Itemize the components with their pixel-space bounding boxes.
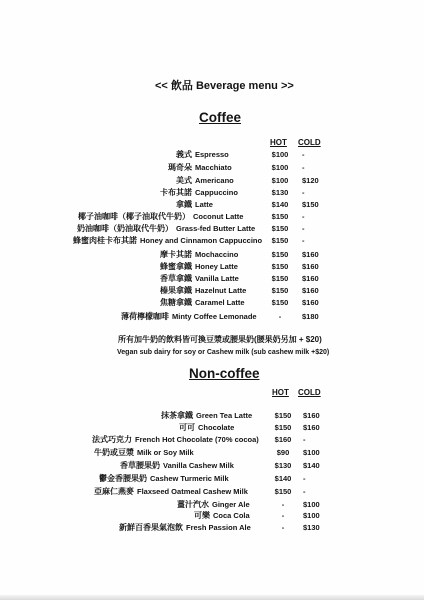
price-cold: $160 <box>302 286 319 295</box>
price-cold: - <box>303 487 306 496</box>
item-name-zh: 奶油咖啡（奶油取代牛奶） <box>77 224 173 233</box>
price-hot: $150 <box>271 298 289 307</box>
price-cold: $150 <box>302 200 319 209</box>
price-cold: $130 <box>303 523 320 532</box>
item-name-en: Coconut Latte <box>193 212 244 221</box>
coffee-item-honey-latte <box>0 262 424 272</box>
coffee-item-hazelnut-latte <box>0 286 424 296</box>
item-name-en: Vanilla Latte <box>195 274 239 283</box>
price-hot: $100 <box>271 163 289 172</box>
item-name-en: Hazelnut Latte <box>195 286 247 295</box>
price-cold: - <box>303 435 306 444</box>
price-hot: $150 <box>271 236 289 245</box>
item-name-zh: 新鮮百香果氣泡飲 <box>119 523 183 532</box>
item-name-zh: 可可 <box>179 423 195 432</box>
item-name-zh: 蜂蜜肉桂卡布其諾 <box>73 236 137 245</box>
non-coffee-item-milk-or-soy-milk <box>0 448 424 458</box>
price-cold: $120 <box>302 176 319 185</box>
item-name-en: Minty Coffee Lemonade <box>172 312 257 321</box>
coffee-item-latte <box>0 200 424 210</box>
price-cold: $160 <box>302 274 319 283</box>
price-cold: - <box>302 224 305 233</box>
price-cold: $100 <box>303 511 320 520</box>
price-cold: - <box>302 150 305 159</box>
coffee-item-honey-cinnamon-cappuccino <box>0 236 424 246</box>
non-coffee-hot-header: HOT <box>272 388 289 397</box>
item-name-zh: 香草拿鐵 <box>160 274 192 283</box>
price-cold: $180 <box>302 312 319 321</box>
item-name-zh: 瑪奇朵 <box>168 163 192 172</box>
price-hot: $150 <box>271 212 289 221</box>
item-name-en: Coca Cola <box>213 511 250 520</box>
price-cold: $160 <box>303 411 320 420</box>
item-name-en: Green Tea Latte <box>196 411 253 420</box>
price-cold: - <box>302 212 305 221</box>
price-cold: $160 <box>303 423 320 432</box>
price-hot: $150 <box>271 224 289 233</box>
price-hot: $130 <box>274 461 292 470</box>
coffee-item-macchiato <box>0 163 424 173</box>
price-cold: $100 <box>303 500 320 509</box>
coffee-item-butter-latte <box>0 224 424 234</box>
price-cold: - <box>302 236 305 245</box>
item-name-en: French Hot Chocolate (70% cocoa) <box>135 435 259 444</box>
price-hot: $90 <box>276 448 290 457</box>
price-cold: $100 <box>303 448 320 457</box>
price-hot: $140 <box>274 474 292 483</box>
item-name-zh: 義式 <box>176 150 192 159</box>
item-name-zh: 拿鐵 <box>176 200 192 209</box>
scan-edge-shadow <box>0 595 424 600</box>
item-name-en: Milk or Soy Milk <box>137 448 194 457</box>
item-name-en: Caramel Latte <box>195 298 245 307</box>
non-coffee-item-ginger-ale <box>0 500 424 510</box>
non-coffee-item-flaxseed-oatmeal-cashew-milk <box>0 487 424 497</box>
price-hot: $140 <box>271 200 289 209</box>
price-hot: $150 <box>271 262 289 271</box>
item-name-zh: 鬱金香腰果奶 <box>99 474 147 483</box>
price-hot: - <box>278 312 282 321</box>
price-cold: - <box>303 474 306 483</box>
price-hot: $160 <box>274 435 292 444</box>
item-name-en: Grass-fed Butter Latte <box>176 224 256 233</box>
item-name-zh: 卡布其諾 <box>160 188 192 197</box>
price-cold: $160 <box>302 298 319 307</box>
coffee-item-cappuccino <box>0 188 424 198</box>
price-hot: $150 <box>271 250 289 259</box>
item-name-en: Honey and Cinnamon Cappuccino <box>140 236 263 245</box>
coffee-item-caramel-latte <box>0 298 424 308</box>
price-hot: $150 <box>271 274 289 283</box>
item-name-zh: 焦糖拿鐵 <box>160 298 192 307</box>
item-name-en: Cappuccino <box>195 188 238 197</box>
price-hot: $100 <box>271 150 289 159</box>
item-name-en: Vanilla Cashew Milk <box>163 461 234 470</box>
price-hot: $150 <box>274 487 292 496</box>
item-name-en: Flaxseed Oatmeal Cashew Milk <box>137 487 248 496</box>
coffee-item-minty-coffee-lemonade <box>0 312 424 322</box>
price-cold: - <box>302 188 305 197</box>
price-hot: $150 <box>271 286 289 295</box>
item-name-zh: 抹茶拿鐵 <box>161 411 193 420</box>
item-name-en: Fresh Passion Ale <box>186 523 251 532</box>
item-name-en: Ginger Ale <box>212 500 250 509</box>
price-hot: - <box>281 511 285 520</box>
item-name-zh: 牛奶或豆漿 <box>94 448 134 457</box>
non-coffee-item-coca-cola <box>0 511 424 521</box>
item-name-zh: 摩卡其諾 <box>160 250 192 259</box>
price-cold: $160 <box>302 250 319 259</box>
menu-title: << 飲品 Beverage menu >> <box>155 80 294 92</box>
item-name-en: Latte <box>195 200 213 209</box>
item-name-zh: 椰子油咖啡（椰子油取代牛奶） <box>78 212 190 221</box>
item-name-zh: 亞麻仁燕麥 <box>94 487 134 496</box>
coffee-cold-header: COLD <box>298 138 321 147</box>
price-hot: $150 <box>274 411 292 420</box>
price-hot: $150 <box>274 423 292 432</box>
price-cold: $160 <box>302 262 319 271</box>
item-name-zh: 法式巧克力 <box>92 435 132 444</box>
item-name-en: Mochaccino <box>195 250 239 259</box>
item-name-zh: 可樂 <box>194 511 210 520</box>
price-cold: $140 <box>303 461 320 470</box>
non-coffee-heading: Non-coffee <box>189 366 260 381</box>
price-hot: - <box>281 500 285 509</box>
non-coffee-item-french-hot-chocolate <box>0 435 424 445</box>
non-coffee-cold-header: COLD <box>298 388 321 397</box>
price-hot: $100 <box>271 176 289 185</box>
item-name-en: Cashew Turmeric Milk <box>150 474 229 483</box>
non-coffee-item-cashew-turmeric-milk <box>0 474 424 484</box>
item-name-en: Honey Latte <box>195 262 238 271</box>
coffee-hot-header: HOT <box>270 138 287 147</box>
non-coffee-item-vanilla-cashew-milk <box>0 461 424 471</box>
milk-substitution-note-zh: 所有加牛奶的飲料皆可換豆漿或腰果奶(腰果奶另加 + $20) <box>118 335 322 344</box>
coffee-item-espresso <box>0 150 424 160</box>
coffee-item-vanilla-latte <box>0 274 424 284</box>
item-name-en: Espresso <box>195 150 229 159</box>
item-name-en: Chocolate <box>198 423 235 432</box>
price-hot: - <box>281 523 285 532</box>
coffee-item-coconut-latte <box>0 212 424 222</box>
non-coffee-item-green-tea-latte <box>0 411 424 421</box>
item-name-zh: 蜂蜜拿鐵 <box>160 262 192 271</box>
item-name-en: Americano <box>195 176 234 185</box>
non-coffee-item-chocolate <box>0 423 424 433</box>
coffee-item-mochaccino <box>0 250 424 260</box>
price-cold: - <box>302 163 305 172</box>
non-coffee-item-fresh-passion-ale <box>0 523 424 533</box>
price-hot: $130 <box>271 188 289 197</box>
item-name-zh: 榛果拿鐵 <box>160 286 192 295</box>
item-name-zh: 香草腰果奶 <box>120 461 160 470</box>
item-name-zh: 薄荷檸檬咖啡 <box>121 312 169 321</box>
coffee-heading: Coffee <box>199 110 242 125</box>
milk-substitution-note-en: Vegan sub dairy for soy or Cashew milk (sub cashew milk +$20) <box>117 349 330 356</box>
coffee-item-americano <box>0 176 424 186</box>
item-name-en: Macchiato <box>195 163 232 172</box>
item-name-zh: 美式 <box>176 176 192 185</box>
item-name-zh: 薑汁汽水 <box>177 500 209 509</box>
